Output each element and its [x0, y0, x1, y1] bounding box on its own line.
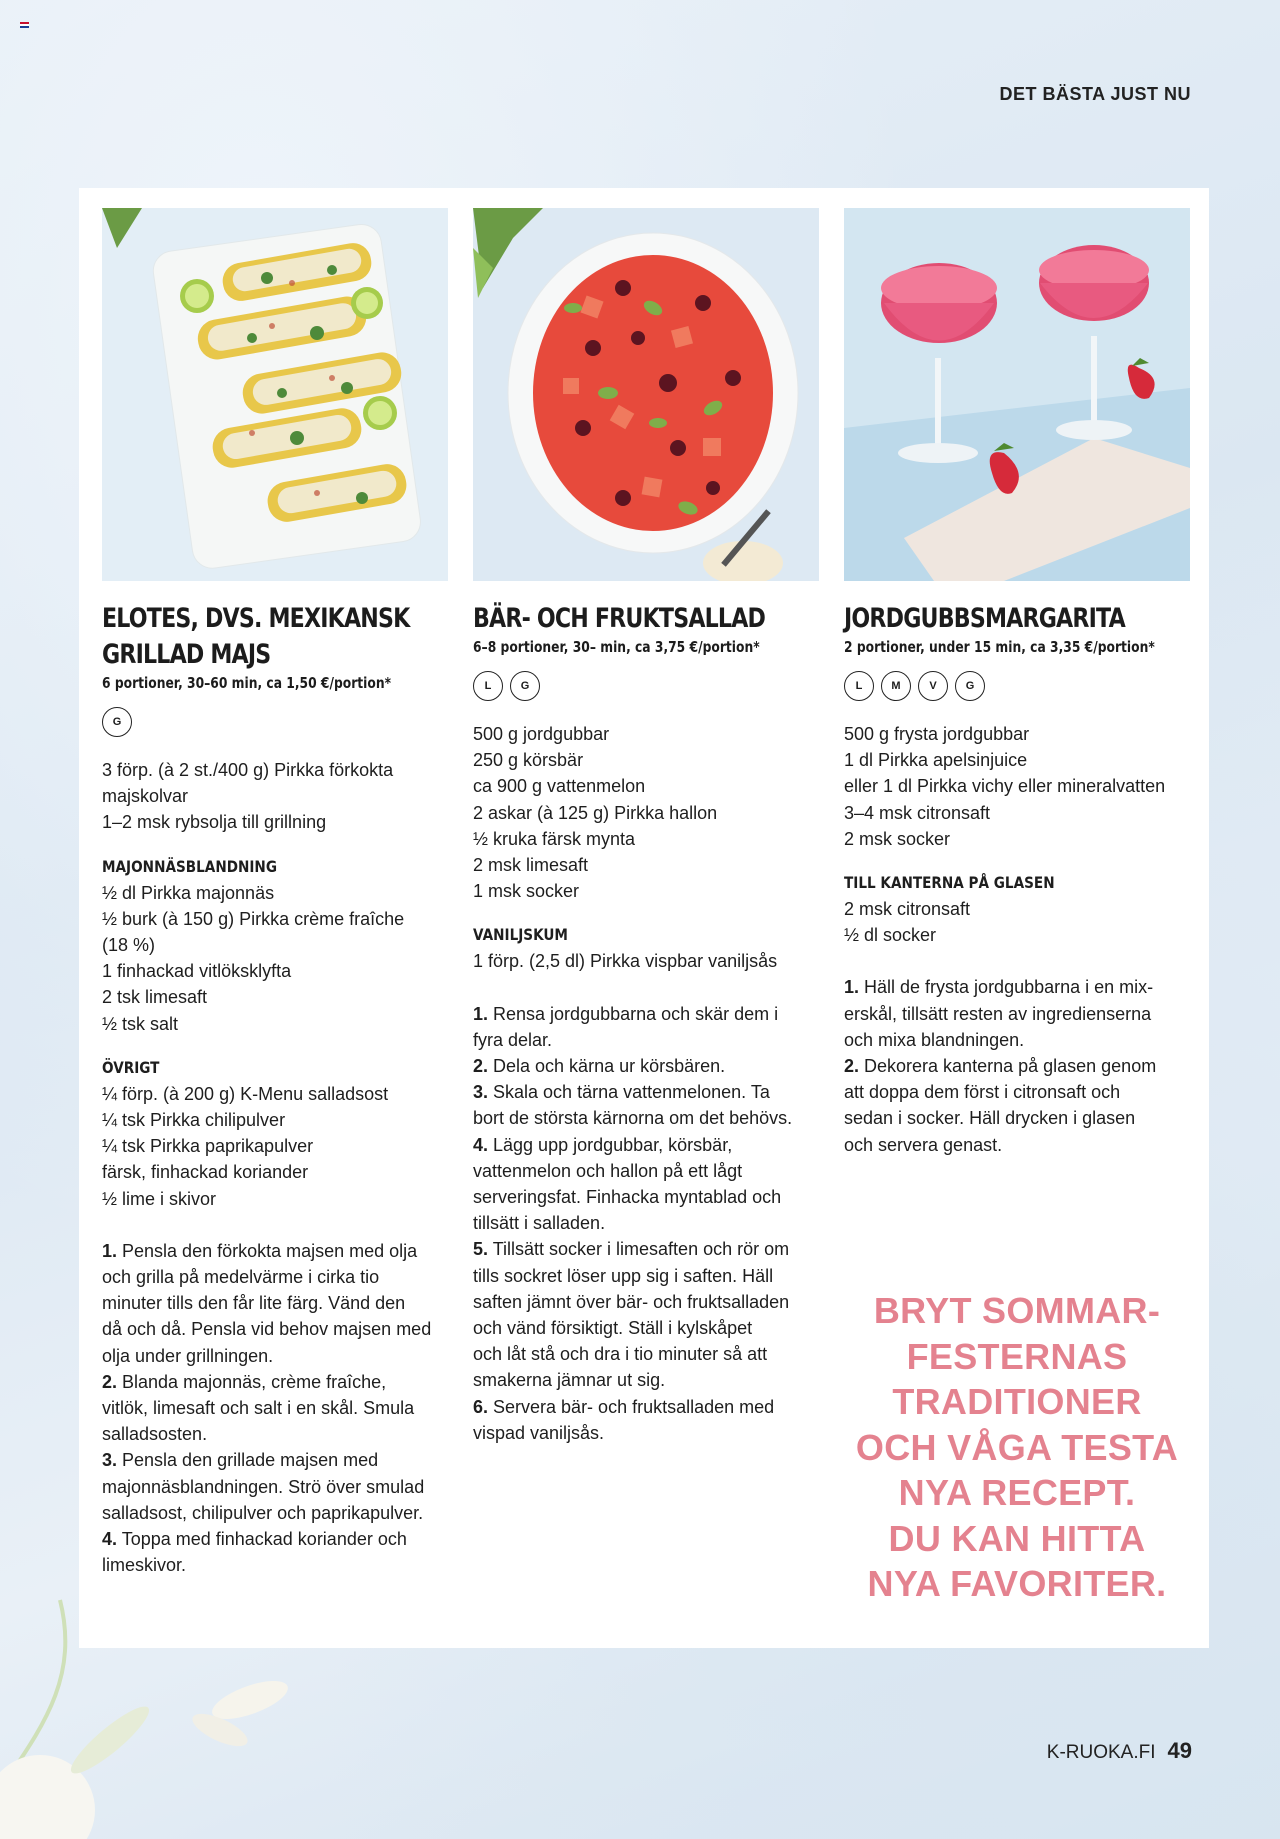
step-line — [102, 1264, 448, 1290]
step-text: Dekorera kanterna på glasen genom — [859, 1056, 1157, 1077]
step-text: minuter tills den får lite färg. Vänd den — [102, 1293, 406, 1314]
recipe-title — [844, 601, 1190, 637]
step-number: 2. — [473, 1056, 489, 1077]
diet-badge: G — [955, 671, 985, 701]
section-heading: MAJONNÄSBLANDNING — [102, 856, 277, 876]
margarita-photo — [844, 208, 1190, 581]
ingredient-line: färsk, finhackad koriander — [102, 1162, 309, 1183]
page-footer — [1047, 1738, 1192, 1764]
ingredients — [844, 721, 1190, 1158]
step-text: Toppa med finhackad koriander och — [117, 1529, 407, 1550]
step-text: Tillsätt socker i limesaften och rör om — [488, 1239, 790, 1260]
step-line — [473, 1210, 819, 1236]
ingredient-line: ½ dl socker — [844, 925, 937, 946]
step-text: och grilla på medelvärme i cirka tio — [102, 1267, 380, 1288]
ingredient-line: 2 msk socker — [844, 828, 951, 849]
step-line — [102, 1395, 448, 1421]
step-text: Blanda majonnäs, crème fraîche, — [117, 1371, 387, 1392]
ingredient-line: (18 %) — [102, 935, 156, 956]
step-number: 1. — [102, 1240, 118, 1261]
step-text: sedan i socker. Häll drycken i glasen — [844, 1108, 1136, 1129]
step-text: bort de största kärnorna om det behövs. — [473, 1108, 793, 1129]
step-number: 4. — [102, 1529, 118, 1550]
ingredient-line: ½ kruka färsk mynta — [473, 828, 636, 849]
ingredient-line: 2 msk citronsaft — [844, 899, 971, 920]
step-line — [473, 1158, 819, 1184]
step-line — [473, 1289, 819, 1315]
recipe-elotes — [102, 208, 448, 1578]
step-text: salladsost, chilipulver och paprikapulver. — [102, 1502, 424, 1523]
diet-badges — [473, 671, 819, 701]
ingredient-line: 1 dl Pirkka apelsinjuice — [844, 750, 1028, 771]
step-text: Skala och tärna vattenmelonen. Ta — [488, 1082, 770, 1103]
fruit-salad-photo — [473, 208, 819, 581]
quote-line: NYA FAVORITER. — [867, 1563, 1167, 1604]
step-text: Lägg upp jordgubbar, körsbär, — [488, 1134, 733, 1155]
quote-line: OCH VÅGA TESTA — [855, 1426, 1179, 1468]
step-line — [473, 1367, 819, 1393]
recipe-title — [102, 601, 448, 673]
diet-badge: M — [881, 671, 911, 701]
step-line — [473, 1132, 819, 1158]
step-line — [102, 1290, 448, 1316]
step-text: serveringsfat. Finhacka myntablad och — [473, 1187, 782, 1208]
ingredient-line: ½ burk (à 150 g) Pirkka crème fraîche — [102, 908, 405, 929]
step-text: Servera bär- och fruktsalladen med — [488, 1396, 775, 1417]
step-line — [102, 1500, 448, 1526]
ingredient-line: 3 förp. (à 2 st./400 g) Pirkka förkokta — [102, 760, 394, 780]
diet-badge: V — [918, 671, 948, 701]
ingredient-line: 3–4 msk citronsaft — [844, 802, 991, 823]
step-text: fyra delar. — [473, 1029, 553, 1050]
ingredient-line: majskolvar — [102, 786, 189, 807]
recipe-meta: 6–8 portioner, 30– min, ca 3,75 €/portion* — [473, 638, 760, 656]
pull-quote — [844, 1288, 1190, 1607]
quote-line: DU KAN HITTA — [888, 1517, 1146, 1559]
step-line — [102, 1343, 448, 1369]
step-line — [473, 1001, 819, 1027]
step-number: 6. — [473, 1396, 489, 1417]
step-text: limeskivor. — [102, 1555, 187, 1576]
ingredient-line: 2 askar (à 125 g) Pirkka hallon — [473, 802, 718, 823]
steps — [473, 1001, 819, 1446]
step-line — [102, 1526, 448, 1552]
ingredients — [473, 721, 819, 1446]
step-text: salladsosten. — [102, 1424, 208, 1445]
step-text: majonnäsblandningen. Strö över smulad — [102, 1476, 425, 1497]
step-line — [844, 1105, 1190, 1131]
step-line — [102, 1447, 448, 1473]
step-text: då och då. Pensla vid behov majsen med — [102, 1319, 432, 1340]
step-text: och vänd försiktigt. Ställ i kylskåpet — [473, 1318, 753, 1339]
ingredient-line: 500 g jordgubbar — [473, 724, 610, 744]
step-line — [844, 1132, 1190, 1158]
steps — [844, 974, 1190, 1157]
ingredient-line: ½ tsk salt — [102, 1013, 179, 1034]
page-number: 49 — [1167, 1738, 1192, 1763]
step-line — [844, 1027, 1190, 1053]
step-line — [102, 1421, 448, 1447]
step-text: Dela och kärna ur körsbären. — [488, 1056, 726, 1077]
steps — [102, 1238, 448, 1579]
ingredient-line: 2 msk limesaft — [473, 855, 589, 876]
step-line — [473, 1027, 819, 1053]
title-line: GRILLAD MAJS — [102, 639, 271, 670]
elotes-photo — [102, 208, 448, 581]
ingredient-line: 500 g frysta jordgubbar — [844, 724, 1030, 744]
step-line — [844, 1053, 1190, 1079]
step-line — [473, 1105, 819, 1131]
step-text: och servera genast. — [844, 1134, 1003, 1155]
step-line — [473, 1341, 819, 1367]
step-number: 2. — [102, 1371, 118, 1392]
step-text: vispad vaniljsås. — [473, 1422, 605, 1443]
diet-badge: G — [102, 707, 132, 737]
step-line — [473, 1184, 819, 1210]
ingredient-line: 1–2 msk rybsolja till grillning — [102, 812, 327, 833]
ingredient-line: 2 tsk limesaft — [102, 987, 208, 1008]
section-label: DET BÄSTA JUST NU — [999, 84, 1191, 104]
quote-line: TRADITIONER — [892, 1381, 1142, 1422]
step-number: 3. — [102, 1450, 118, 1471]
section-heading: VANILJSKUM — [473, 925, 568, 945]
step-line — [473, 1236, 819, 1262]
ingredient-line: ¼ förp. (à 200 g) K-Menu salladsost — [102, 1083, 389, 1104]
step-number: 5. — [473, 1239, 489, 1260]
step-line — [102, 1552, 448, 1578]
step-line — [844, 1079, 1190, 1105]
recipe-card — [79, 188, 1209, 1648]
diet-badge: L — [473, 671, 503, 701]
step-text: tillsätt i salladen. — [473, 1213, 606, 1234]
diet-badge: L — [844, 671, 874, 701]
diet-badge: G — [510, 671, 540, 701]
ingredient-line: 1 förp. (2,5 dl) Pirkka vispbar vaniljsås — [473, 951, 778, 972]
step-text: Häll de frysta jordgubbarna i en mix- — [859, 977, 1154, 998]
step-text: smakerna jämnar ut sig. — [473, 1370, 666, 1391]
ingredient-line: ½ dl Pirkka majonnäs — [102, 882, 275, 903]
step-number: 3. — [473, 1082, 489, 1103]
step-line — [102, 1238, 448, 1264]
step-line — [473, 1315, 819, 1341]
ingredient-line: ¼ tsk Pirkka paprikapulver — [102, 1136, 314, 1157]
title-line: ELOTES, DVS. MEXIKANSK — [102, 603, 410, 634]
ingredient-line: ca 900 g vattenmelon — [473, 776, 646, 797]
step-text: Rensa jordgubbarna och skär dem i — [488, 1003, 779, 1024]
step-number: 1. — [473, 1003, 489, 1024]
step-number: 1. — [844, 977, 860, 998]
ingredient-line: 1 finhackad vitlöksklyfta — [102, 961, 292, 982]
title-line: JORDGUBBSMARGARITA — [844, 603, 1125, 634]
step-line — [844, 1001, 1190, 1027]
step-line — [844, 974, 1190, 1000]
quote-line: FESTERNAS — [906, 1335, 1128, 1377]
step-text: Pensla den grillade majsen med — [117, 1450, 379, 1471]
step-number: 4. — [473, 1134, 489, 1155]
ingredient-line: ¼ tsk Pirkka chilipulver — [102, 1110, 286, 1131]
step-text: tills sockret löser upp sig i saften. Häll — [473, 1265, 774, 1286]
step-text: Pensla den förkokta majsen med olja — [117, 1240, 418, 1261]
recipe-margarita — [844, 208, 1190, 1604]
step-text: och mixa blandningen. — [844, 1029, 1025, 1050]
recipe-fruit-salad — [473, 208, 819, 1446]
title-line: BÄR- OCH FRUKTSALLAD — [473, 603, 766, 634]
quote-line: BRYT SOMMAR- — [873, 1290, 1161, 1331]
recipe-meta: 6 portioner, 30–60 min, ca 1,50 €/portion* — [102, 674, 392, 692]
step-line — [473, 1053, 819, 1079]
step-text: olja under grillningen. — [102, 1345, 274, 1366]
diet-badges — [102, 707, 448, 737]
step-line — [473, 1079, 819, 1105]
step-text: och låt stå och dra i tio minuter så att — [473, 1344, 768, 1365]
step-text: att doppa dem först i citronsaft och — [844, 1082, 1121, 1103]
step-line — [473, 1420, 819, 1446]
step-line — [102, 1369, 448, 1395]
step-text: saften jämnt över bär- och fruktsalladen — [473, 1291, 790, 1312]
step-text: erskål, tillsätt resten av ingredienserna — [844, 1003, 1152, 1024]
ingredient-line: 250 g körsbär — [473, 750, 584, 771]
diet-badges — [844, 671, 1190, 701]
ingredient-line: 1 msk socker — [473, 881, 580, 902]
section-heading: TILL KANTERNA PÅ GLASEN — [844, 873, 1055, 893]
step-line — [102, 1316, 448, 1342]
step-number: 2. — [844, 1056, 860, 1077]
ingredient-line: ½ lime i skivor — [102, 1188, 217, 1209]
quote-line: NYA RECEPT. — [898, 1472, 1136, 1513]
recipe-title — [473, 601, 819, 637]
recipe-meta: 2 portioner, under 15 min, ca 3,35 €/portion* — [844, 638, 1155, 656]
site-link[interactable]: K-RUOKA.FI — [1046, 1742, 1156, 1763]
step-line — [473, 1394, 819, 1420]
section-heading: ÖVRIGT — [102, 1057, 160, 1077]
ingredients — [102, 757, 448, 1578]
step-line — [102, 1474, 448, 1500]
flag-icon — [20, 22, 29, 28]
ingredient-line: eller 1 dl Pirkka vichy eller mineralvatten — [844, 776, 1166, 797]
step-line — [473, 1263, 819, 1289]
step-text: vattenmelon och hallon på ett lågt — [473, 1160, 743, 1181]
step-text: vitlök, limesaft och salt i en skål. Smula — [102, 1398, 415, 1419]
